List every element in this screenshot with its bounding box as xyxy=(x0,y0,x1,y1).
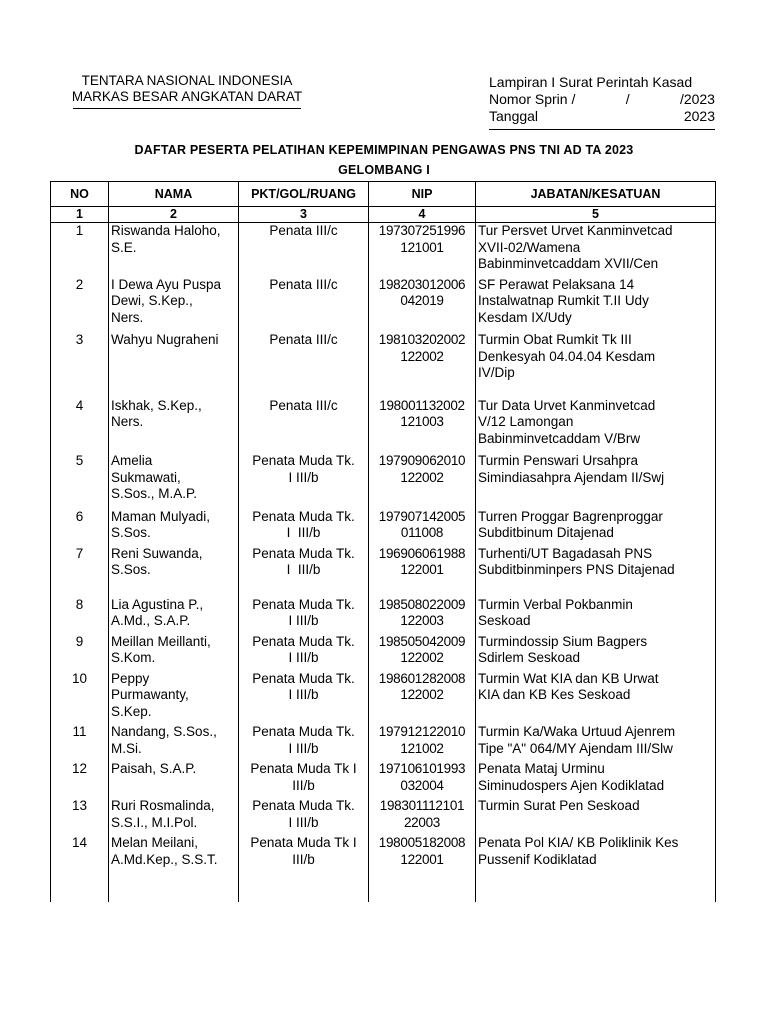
cell-line: 198203012006 xyxy=(378,276,466,292)
cell-line: 122002 xyxy=(400,348,444,364)
cell-nama xyxy=(109,453,239,509)
lampiran-tanggal xyxy=(489,108,715,125)
cell-line: 198103202002 xyxy=(378,332,466,347)
cell-line: Dewi, S.Kep., xyxy=(111,293,193,308)
cell-line: Sdirlem Seskoad xyxy=(478,650,581,665)
cell-nip xyxy=(369,798,476,835)
cell-line: Turhenti/UT Bagadasah PNS xyxy=(478,545,653,561)
cell-line: S.Kep. xyxy=(111,703,152,719)
cell-line: Wahyu Nugraheni xyxy=(111,332,219,347)
cell-line: 196906061988 xyxy=(378,545,466,561)
cell-no: 6 xyxy=(51,509,109,546)
cell-line: SF Perawat Pelaksana 14 xyxy=(478,276,635,292)
lampiran-underline xyxy=(489,129,715,130)
cell-jab xyxy=(476,634,716,671)
cell-nip xyxy=(369,671,476,725)
cell-line: S.E. xyxy=(111,239,137,255)
cell-no: 2 xyxy=(51,277,109,333)
lampiran-nomor xyxy=(489,91,715,108)
cell-line: IV/Dip xyxy=(478,365,515,380)
cell-nip xyxy=(369,398,476,454)
cell-line: Penata Muda Tk. xyxy=(252,596,355,612)
cell-line: Ruri Rosmalinda, xyxy=(111,798,215,813)
empty-cell xyxy=(109,878,239,902)
cell-no: 10 xyxy=(51,671,109,725)
cell-jab xyxy=(476,332,716,398)
cell-jab xyxy=(476,223,716,277)
cell-line: Nandang, S.Sos., xyxy=(111,724,217,739)
cell-line: I III/b xyxy=(288,613,319,628)
cell-line: Turmin Wat KIA dan KB Urwat xyxy=(478,670,659,686)
cell-no: 11 xyxy=(51,724,109,761)
cell-line: III/b xyxy=(292,851,315,867)
org-header xyxy=(62,73,312,109)
cell-jab xyxy=(476,835,716,878)
cell-line: Peppy xyxy=(111,670,150,686)
cell-line: 197909062010 xyxy=(378,453,466,468)
cell-line: 122001 xyxy=(400,851,444,867)
cell-jab xyxy=(476,277,716,333)
cell-line: Penata III/c xyxy=(269,332,338,347)
cell-line: Paisah, S.A.P. xyxy=(111,761,197,776)
cell-line: Maman Mulyadi, xyxy=(111,508,211,524)
cell-pkt xyxy=(239,277,369,333)
cell-line: Turmin Obat Rumkit Tk III xyxy=(478,332,632,347)
empty-cell xyxy=(369,878,476,902)
cell-line: Turren Proggar Bagrenproggar xyxy=(478,508,663,524)
cell-line: 122001 xyxy=(400,562,444,577)
cell-no: 9 xyxy=(51,634,109,671)
cell-line: S.Sos. xyxy=(111,525,151,540)
cell-jab xyxy=(476,546,716,597)
cell-line: Penata Muda Tk. xyxy=(252,724,355,739)
cell-line: Subditbinum Ditajenad xyxy=(478,525,614,540)
col-number: 3 xyxy=(239,207,369,223)
cell-nip xyxy=(369,724,476,761)
cell-no: 3 xyxy=(51,332,109,398)
tanggal-year: 2023 xyxy=(683,108,715,124)
cell-no: 5 xyxy=(51,453,109,509)
cell-no: 12 xyxy=(51,761,109,798)
col-number: 2 xyxy=(109,207,239,223)
org-name-line2: MARKAS BESAR ANGKATAN DARAT xyxy=(71,89,303,104)
header-jabatan: JABATAN/KESATUAN xyxy=(476,182,716,207)
cell-nama xyxy=(109,223,239,277)
cell-nama xyxy=(109,835,239,878)
org-name-line1: TENTARA NASIONAL INDONESIA xyxy=(81,73,293,88)
cell-line: Lia Agustina P., xyxy=(111,596,204,612)
cell-line: Penata Muda Tk. xyxy=(252,670,355,686)
cell-nip xyxy=(369,761,476,798)
column-number-row xyxy=(51,207,716,223)
cell-nip xyxy=(369,546,476,597)
cell-line: Iskhak, S.Kep., xyxy=(111,397,202,413)
cell-line: Denkesyah 04.04.04 Kesdam xyxy=(478,348,656,364)
col-number: 1 xyxy=(51,207,109,223)
cell-line: 197106101993 xyxy=(378,761,466,776)
cell-line: Penata III/c xyxy=(269,276,338,292)
cell-line: KIA dan KB Kes Seskoad xyxy=(478,687,631,702)
cell-line: Instalwatnap Rumkit T.II Udy xyxy=(478,293,649,308)
table-row xyxy=(51,546,716,597)
cell-line: V/12 Lamongan xyxy=(478,414,574,429)
table-row xyxy=(51,277,716,333)
cell-line: XVII-02/Wamena xyxy=(478,239,581,255)
table-trailing-space xyxy=(51,878,716,902)
participant-table xyxy=(50,181,716,902)
empty-cell xyxy=(476,878,716,902)
cell-line: Amelia xyxy=(111,453,153,468)
cell-line: 198505042009 xyxy=(378,633,466,649)
cell-line: Penata Muda Tk. xyxy=(252,508,355,524)
cell-pkt xyxy=(239,597,369,634)
cell-line: Penata Muda Tk. xyxy=(252,453,355,468)
cell-line: Riswanda Haloho, xyxy=(111,223,221,238)
cell-line: Turmin Ka/Waka Urtuud Ajenrem xyxy=(478,724,676,739)
cell-line: Tur Persvet Urvet Kanminvetcad xyxy=(478,223,673,238)
table-row xyxy=(51,332,716,398)
cell-line: 122003 xyxy=(400,613,444,628)
cell-line: 198601282008 xyxy=(378,670,466,686)
cell-line: Ners. xyxy=(111,309,144,325)
cell-no: 7 xyxy=(51,546,109,597)
cell-line: A.Md., S.A.P. xyxy=(111,613,191,628)
cell-nip xyxy=(369,453,476,509)
cell-line: 197307251996 xyxy=(378,223,466,238)
cell-line: I III/b xyxy=(286,525,321,540)
table-row xyxy=(51,453,716,509)
header-nip: NIP xyxy=(369,182,476,207)
cell-pkt xyxy=(239,223,369,277)
cell-line: Subditbinminpers PNS Ditajenad xyxy=(478,562,675,577)
cell-pkt xyxy=(239,761,369,798)
cell-no: 8 xyxy=(51,597,109,634)
cell-line: Turmin Verbal Pokbanmin xyxy=(478,596,633,612)
cell-jab xyxy=(476,509,716,546)
empty-cell xyxy=(51,878,109,902)
table-row xyxy=(51,671,716,725)
cell-line: 197907142005 xyxy=(378,508,466,524)
cell-line: S.Kom. xyxy=(111,650,156,665)
table-header-row xyxy=(51,182,716,207)
table-row xyxy=(51,398,716,454)
cell-line: Tur Data Urvet Kanminvetcad xyxy=(478,397,656,413)
cell-jab xyxy=(476,597,716,634)
cell-pkt xyxy=(239,798,369,835)
cell-no: 14 xyxy=(51,835,109,878)
table-row xyxy=(51,798,716,835)
cell-pkt xyxy=(239,634,369,671)
cell-nama xyxy=(109,724,239,761)
cell-line: I III/b xyxy=(288,740,319,756)
cell-pkt xyxy=(239,398,369,454)
cell-pkt xyxy=(239,332,369,398)
cell-jab xyxy=(476,761,716,798)
cell-nama xyxy=(109,761,239,798)
org-underline xyxy=(73,108,301,109)
cell-pkt xyxy=(239,835,369,878)
cell-pkt xyxy=(239,671,369,725)
cell-pkt xyxy=(239,724,369,761)
cell-line: A.Md.Kep., S.S.T. xyxy=(111,851,218,867)
cell-nama xyxy=(109,597,239,634)
cell-line: Babinminvetcaddam XVII/Cen xyxy=(478,256,659,271)
table-row xyxy=(51,597,716,634)
cell-jab xyxy=(476,453,716,509)
cell-line: Melan Meilani, xyxy=(111,835,199,850)
cell-pkt xyxy=(239,509,369,546)
cell-line: 032004 xyxy=(400,777,444,793)
cell-line: Tipe "A" 064/MY Ajendam III/Slw xyxy=(478,740,673,756)
cell-line: S.Sos. xyxy=(111,562,151,577)
cell-line: Penata Muda Tk. xyxy=(252,545,355,561)
cell-line: Pussenif Kodiklatad xyxy=(478,851,597,867)
cell-nip xyxy=(369,634,476,671)
cell-jab xyxy=(476,724,716,761)
cell-line: Seskoad xyxy=(478,613,531,628)
cell-line: 122002 xyxy=(400,687,444,702)
col-number: 4 xyxy=(369,207,476,223)
cell-nip xyxy=(369,277,476,333)
cell-line: 22003 xyxy=(403,814,441,830)
cell-line: 198005182008 xyxy=(378,835,466,850)
header-no: NO xyxy=(51,182,109,207)
nomor-year: /2023 xyxy=(679,91,715,107)
cell-line: 197912122010 xyxy=(378,724,466,739)
cell-nama xyxy=(109,671,239,725)
cell-jab xyxy=(476,398,716,454)
cell-nama xyxy=(109,277,239,333)
cell-line: Penata Muda Tk. xyxy=(252,633,355,649)
cell-line: 011008 xyxy=(400,525,444,540)
cell-pkt xyxy=(239,546,369,597)
cell-jab xyxy=(476,671,716,725)
tanggal-label: Tanggal xyxy=(489,108,539,124)
cell-line: Penata Mataj Urminu xyxy=(478,761,605,776)
cell-line: Penata III/c xyxy=(269,397,338,413)
lampiran-title: Lampiran I Surat Perintah Kasad xyxy=(489,74,693,90)
cell-no: 13 xyxy=(51,798,109,835)
table-row xyxy=(51,223,716,277)
header-nama: NAMA xyxy=(109,182,239,207)
cell-pkt xyxy=(239,453,369,509)
document-subtitle: GELOMBANG I xyxy=(338,163,430,177)
cell-line: 121001 xyxy=(400,239,444,255)
cell-line: 042019 xyxy=(400,293,444,308)
cell-line: I III/b xyxy=(288,687,319,702)
cell-line: Reni Suwanda, xyxy=(111,545,203,561)
cell-line: Purmawanty, xyxy=(111,687,189,702)
cell-line: Penata Muda Tk I xyxy=(250,835,357,850)
cell-line: III/b xyxy=(292,777,315,793)
table-row xyxy=(51,835,716,878)
cell-line: M.Si. xyxy=(111,740,142,756)
cell-nama xyxy=(109,546,239,597)
empty-cell xyxy=(239,878,369,902)
cell-line: S.S.I., M.I.Pol. xyxy=(111,814,198,830)
cell-no: 4 xyxy=(51,398,109,454)
cell-line: 198001132002 xyxy=(379,397,465,413)
cell-line: I III/b xyxy=(286,562,321,577)
cell-line: Babinminvetcaddam V/Brw xyxy=(478,430,641,446)
table-row xyxy=(51,761,716,798)
cell-line: Sukmawati, xyxy=(111,469,181,485)
document-title: DAFTAR PESERTA PELATIHAN KEPEMIMPINAN PENGAWAS PNS TNI AD TA 2023 xyxy=(134,143,634,157)
cell-nip xyxy=(369,332,476,398)
cell-line: 121002 xyxy=(400,740,444,756)
cell-line: I III/b xyxy=(288,469,319,485)
cell-line: I Dewa Ayu Puspa xyxy=(111,276,222,292)
cell-nama xyxy=(109,332,239,398)
cell-nama xyxy=(109,798,239,835)
cell-nip xyxy=(369,223,476,277)
cell-line: Penata Muda Tk. xyxy=(252,798,355,813)
table-row xyxy=(51,634,716,671)
cell-line: Siminudospers Ajen Kodiklatad xyxy=(478,777,665,793)
cell-jab xyxy=(476,798,716,835)
cell-line: Meillan Meillanti, xyxy=(111,633,211,649)
cell-line: S.Sos., M.A.P. xyxy=(111,486,198,501)
cell-nip xyxy=(369,509,476,546)
cell-no: 1 xyxy=(51,223,109,277)
lampiran-block xyxy=(489,74,715,130)
cell-nip xyxy=(369,597,476,634)
table-row xyxy=(51,724,716,761)
cell-nama xyxy=(109,398,239,454)
col-number: 5 xyxy=(476,207,716,223)
cell-line: I III/b xyxy=(288,650,319,665)
cell-line: 198301112101 xyxy=(379,798,465,813)
cell-line: 122002 xyxy=(400,650,444,665)
cell-line: Ners. xyxy=(111,414,144,429)
table-row xyxy=(51,509,716,546)
cell-line: Penata Pol KIA/ KB Poliklinik Kes xyxy=(478,835,679,850)
header-pkt: PKT/GOL/RUANG xyxy=(239,182,369,207)
cell-line: I III/b xyxy=(288,814,319,830)
cell-line: Penata III/c xyxy=(269,223,338,238)
cell-nip xyxy=(369,835,476,878)
cell-line: Kesdam IX/Udy xyxy=(478,309,572,325)
cell-line: Turmindossip Sium Bagpers xyxy=(478,633,648,649)
cell-nama xyxy=(109,634,239,671)
cell-line: Simindiasahpra Ajendam II/Swj xyxy=(478,469,665,485)
cell-line: 198508022009 xyxy=(378,596,466,612)
nomor-separator: / xyxy=(625,91,630,107)
cell-line: 122002 xyxy=(400,469,444,485)
cell-nama xyxy=(109,509,239,546)
cell-line: Turmin Penswari Ursahpra xyxy=(478,453,639,468)
cell-line: 121003 xyxy=(400,414,444,429)
cell-line: Penata Muda Tk I xyxy=(250,761,357,776)
cell-line: Turmin Surat Pen Seskoad xyxy=(478,798,640,813)
nomor-label: Nomor Sprin / xyxy=(489,91,576,107)
